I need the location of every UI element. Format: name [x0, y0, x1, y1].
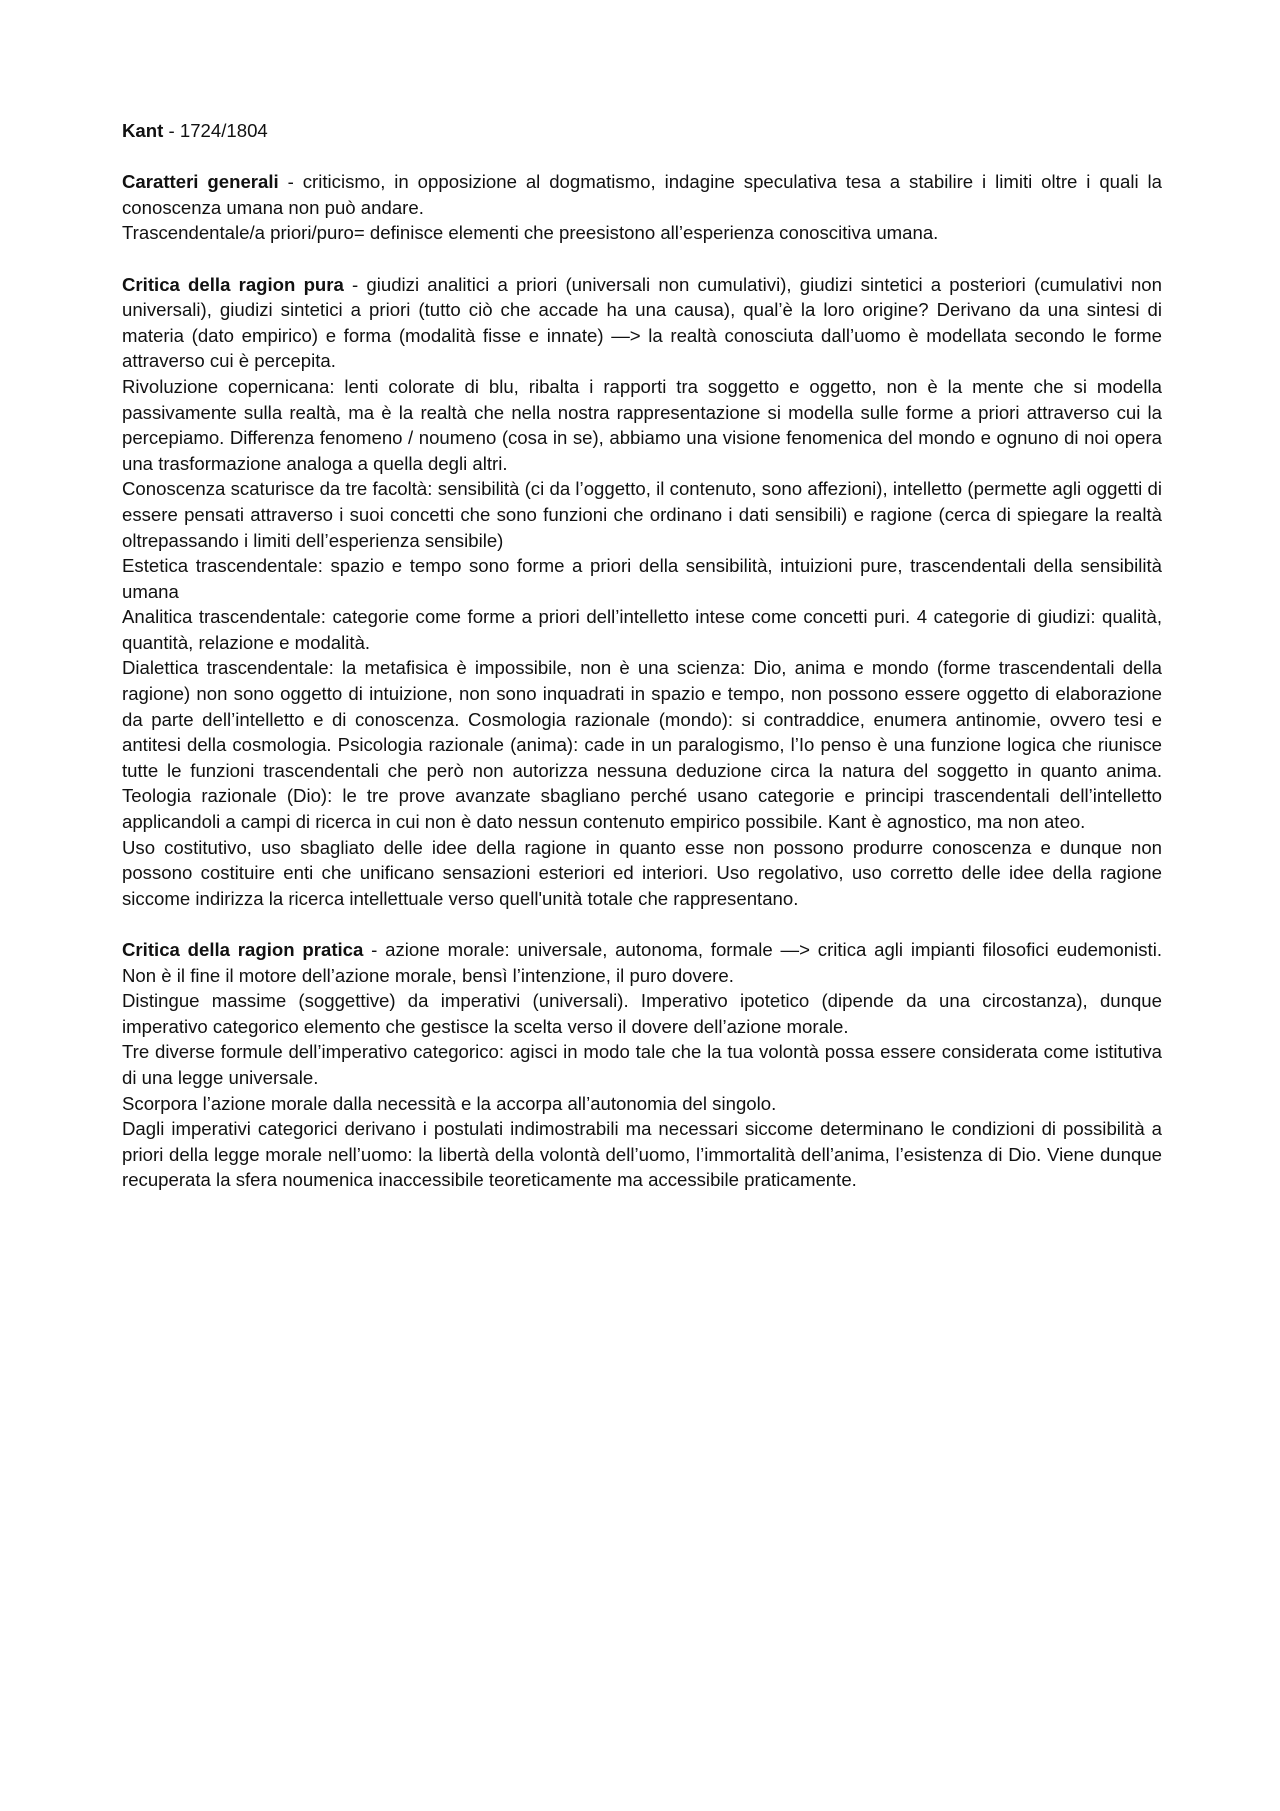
section-caratteri-generali: [122, 169, 1162, 246]
paragraph: Rivoluzione copernicana: lenti colorate di blu, ribalta i rapporti tra soggetto e oggetto, non è la mente che si modella passivamente sulla realtà, ma è la realtà che nella nostra rappresentazione si modella sulle forme a priori attraverso cui la percepiamo. Differenza fenomeno / noumeno (cosa in se), abbiamo una visione fenomenica del mondo e ognuno di noi opera una trasformazione analoga a quella degli altri.: [122, 375, 1162, 474]
section-critica-ragion-pratica: [122, 937, 1162, 1193]
title-author: Kant: [122, 120, 164, 141]
title-dates: - 1724/1804: [163, 120, 268, 141]
paragraph: Uso costitutivo, uso sbagliato delle idee della ragione in quanto esse non possono produrre conoscenza e dunque non possono costituire enti che unificano sensazioni esteriori ed interiori. Uso regolativo, uso corretto delle idee della ragione siccome indirizza la ricerca intellettuale verso quell'unità totale che rappresentano.: [122, 836, 1162, 909]
paragraph: [122, 272, 1162, 374]
paragraph-text: - criticismo, in opposizione al dogmatismo, indagine speculativa tesa a stabilire i limiti oltre i quali la conoscenza umana non può andare.: [122, 171, 1162, 218]
paragraph: Scorpora l’azione morale dalla necessità e la accorpa all’autonomia del singolo.: [122, 1092, 777, 1114]
paragraph: Tre diverse formule dell’imperativo categorico: agisci in modo tale che la tua volontà possa essere considerata come istitutiva di una legge universale.: [122, 1041, 1162, 1088]
section-heading: Critica della ragion pratica: [122, 939, 364, 960]
section-heading: Critica della ragion pura: [122, 273, 344, 295]
section-critica-ragion-pura: [122, 272, 1162, 912]
section-heading: Caratteri generali: [122, 171, 279, 193]
document-page: [122, 118, 1162, 1219]
paragraph: Dagli imperativi categorici derivano i postulati indimostrabili ma necessari siccome determinano le condizioni di possibilità a priori della legge morale nell’uomo: la libertà della volontà dell’uomo, l’immortalità dell’anima, l’esistenza di Dio. Viene dunque recuperata la sfera noumenica inaccessibile teoreticamente ma accessibile praticamente.: [122, 1118, 1162, 1191]
paragraph-text: - azione morale: universale, autonoma, formale —> critica agli impianti filosofici eudemonisti. Non è il fine il motore dell’azione morale, bensì l’intenzione, il puro dovere.: [122, 939, 1162, 986]
paragraph: Analitica trascendentale: categorie come forme a priori dell’intelletto intese come concetti puri. 4 categorie di giudizi: qualità, quantità, relazione e modalità.: [122, 606, 1162, 653]
paragraph: [122, 169, 1162, 220]
paragraph: Conoscenza scaturisce da tre facoltà: sensibilità (ci da l’oggetto, il contenuto, sono affezioni), intelletto (permette agli oggetti di essere pensati attraverso i suoi concetti che sono funzioni che ordinano i dati sensibili) e ragione (cerca di spiegare la realtà oltrepassando i limiti dell’esperienza sensibile): [122, 478, 1162, 551]
paragraph: Trascendentale/a priori/puro= definisce elementi che preesistono all’esperienza conoscitiva umana.: [122, 222, 939, 244]
paragraph: Distingue massime (soggettive) da imperativi (universali). Imperativo ipotetico (dipende da una circostanza), dunque imperativo categorico elemento che gestisce la scelta verso il dovere dell’azione morale.: [122, 990, 1162, 1037]
paragraph: Estetica trascendentale: spazio e tempo sono forme a priori della sensibilità, intuizioni pure, trascendentali della sensibilità umana: [122, 555, 1162, 602]
paragraph-text: - giudizi analitici a priori (universali non cumulativi), giudizi sintetici a posteriori (cumulativi non universali), giudizi sintetici a priori (tutto ciò che accade ha una causa), qual’è la loro origine? Derivano da una sintesi di materia (dato empirico) e forma (modalità fisse e innate) —> la realtà conosciuta dall’uomo è modellata secondo le forme attraverso cui è percepita.: [122, 273, 1162, 372]
document-title: [122, 118, 1162, 144]
paragraph: [122, 937, 1162, 988]
paragraph: Dialettica trascendentale: la metafisica è impossibile, non è una scienza: Dio, anima e mondo (forme trascendentali della ragione) non sono oggetto di intuizione, non sono inquadrati in spazio e tempo, non possono essere oggetto di elaborazione da parte dell’intelletto e di conoscenza. Cosmologia razionale (mondo): si contraddice, enumera antinomie, ovvero tesi e antitesi della cosmologia. Psicologia razionale (anima): cade in un paralogismo, l’Io penso è una funzione logica che riunisce tutte le funzioni trascendentali che però non autorizza nessuna deduzione circa la natura del soggetto in quanto anima. Teologia razionale (Dio): le tre prove avanzate sbagliano perché usano categorie e principi trascendentali dell’intelletto applicandoli a campi di ricerca in cui non è dato nessun contenuto empirico possibile. Kant è agnostico, ma non ateo.: [122, 657, 1162, 833]
